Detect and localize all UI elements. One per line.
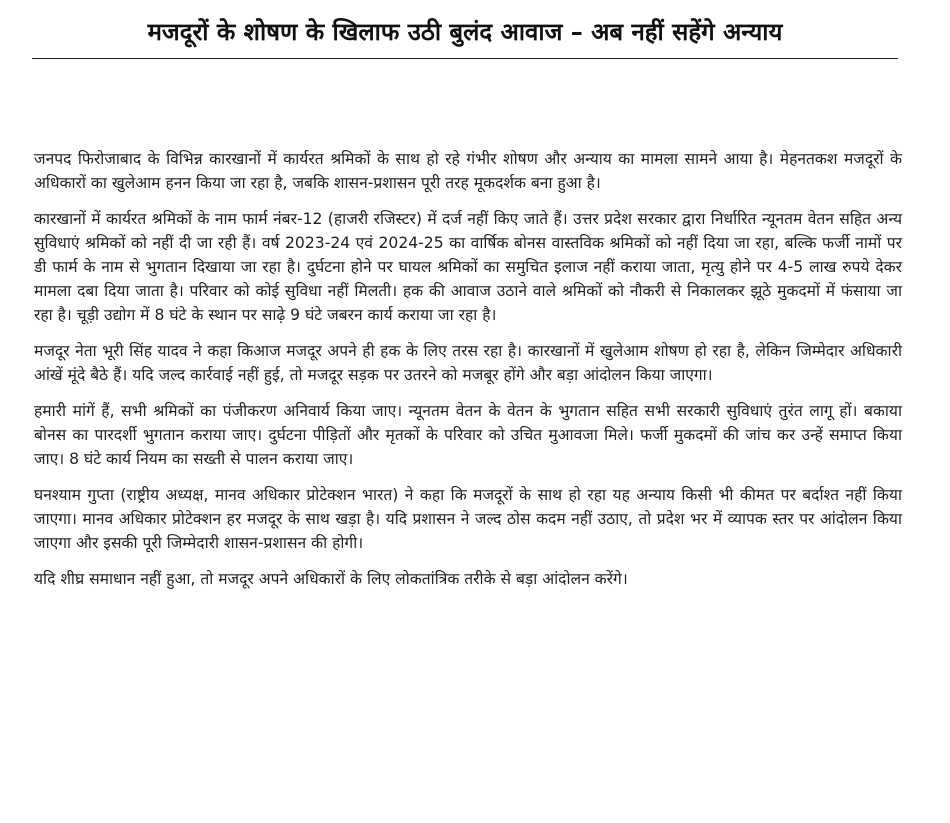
paragraph-leader-quote: मजदूर नेता भूरी सिंह यादव ने कहा किआज मजदूर अपने ही हक के लिए तरस रहा है। कारखानों में खुलेआम शोषण हो रहा है, लेकिन जिम्मेदार अधिकारी आंखें मूंदे बैठे हैं। यदि जल्द कार्रवाई नहीं हुई, तो मजदूर सड़क पर उतरने को मजबूर होंगे और बड़ा आंदोलन किया जाएगा।: [34, 342, 902, 384]
paragraph-conclusion: यदि शीघ्र समाधान नहीं हुआ, तो मजदूर अपने अधिकारों के लिए लोकतांत्रिक तरीके से बड़ा आंदोलन करेंगे।: [34, 570, 628, 588]
paragraph-president-quote: घनश्याम गुप्ता (राष्ट्रीय अध्यक्ष, मानव अधिकार प्रोटेक्शन भारत) ने कहा कि मजदूरों के साथ हो रहा यह अन्याय किसी भी कीमत पर बर्दाश्त नहीं किया जाएगा। मानव अधिकार प्रोटेक्शन हर मजदूर के साथ खड़ा है। यदि प्रशासन ने जल्द ठोस कदम नहीं उठाए, तो प्रदेश भर में व्यापक स्तर पर आंदोलन किया जाएगा और इसकी पूरी जिम्मेदारी शासन-प्रशासन की होगी।: [34, 486, 902, 552]
headline: मजदूरों के शोषण के खिलाफ उठी बुलंद आवाज – अब नहीं सहेंगे अन्याय: [147, 18, 783, 46]
article-body: [34, 147, 902, 603]
paragraph-demands: हमारी मांगें हैं, सभी श्रमिकों का पंजीकरण अनिवार्य किया जाए। न्यूनतम वेतन के वेतन के भुगतान सहित सभी सरकारी सुविधाएं तुरंत लागू हों। बकाया बोनस का पारदर्शी भुगतान कराया जाए। दुर्घटना पीड़ितों और मृतकों के परिवार को उचित मुआवजा मिले। फर्जी मुकदमों की जांच कर उन्हें समाप्त किया जाए। 8 घंटे कार्य नियम का सख्ती से पालन कराया जाए।: [34, 402, 902, 468]
paragraph-grievances: कारखानों में कार्यरत श्रमिकों के नाम फार्म नंबर-12 (हाजरी रजिस्टर) में दर्ज नहीं किए जाते हैं। उत्तर प्रदेश सरकार द्वारा निर्धारित न्यूनतम वेतन सहित अन्य सुविधाएं श्रमिकों को नहीं दी जा रही हैं। वर्ष 2023-24 एवं 2024-25 का वार्षिक बोनस वास्तविक श्रमिकों को नहीं दिया जा रहा, बल्कि फर्जी नामों पर डी फार्म के नाम से भुगतान दिखाया जा रहा है। दुर्घटना होने पर घायल श्रमिकों का समुचित इलाज नहीं कराया जाता, मृत्यु होने पर 4-5 लाख रुपये देकर मामला दबा दिया जाता है। परिवार को कोई सुविधा नहीं मिलती। हक की आवाज उठाने वाले श्रमिकों को नौकरी से निकालकर झूठे मुकदमों में फंसाया जा रहा है। चूड़ी उद्योग में 8 घंटे के स्थान पर साढ़े 9 घंटे जबरन कार्य कराया जा रहा है।: [34, 210, 902, 324]
headline-bar: [32, 14, 898, 59]
paragraph-intro: जनपद फिरोजाबाद के विभिन्न कारखानों में कार्यरत श्रमिकों के साथ हो रहे गंभीर शोषण और अन्याय का मामला सामने आया है। मेहनतकश मजदूरों के अधिकारों का खुलेआम हनन किया जा रहा है, जबकि शासन-प्रशासन पूरी तरह मूकदर्शक बना हुआ है।: [34, 150, 902, 192]
